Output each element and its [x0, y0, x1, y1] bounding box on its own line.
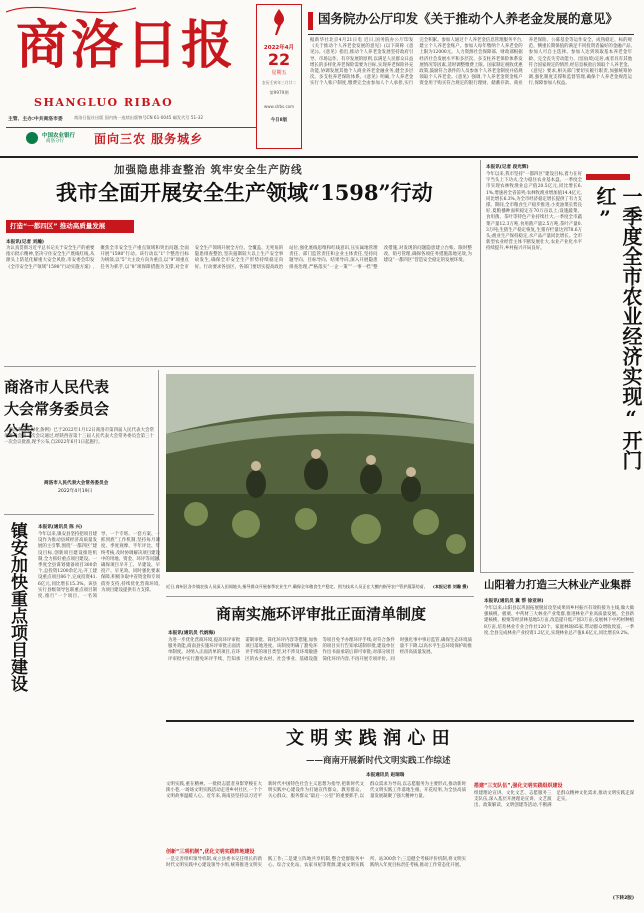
- paper-title-pinyin: SHANGLUO RIBAO: [34, 96, 174, 109]
- photo-caption-block: [166, 573, 474, 593]
- torch-icon: [267, 7, 291, 37]
- main-story-badge: 打造“一都四区” 推动高质量发展: [6, 220, 134, 233]
- website: www.slrbs.com: [264, 104, 294, 109]
- project-story: [4, 518, 164, 908]
- main-story-headline: 我市全面开展安全生产领域“1598”行动: [56, 180, 433, 205]
- mountain-story-headline: 山阳着力打造三大林业产业集群: [484, 579, 631, 591]
- notice-body: 《商洛市城市绿化条例》已于2022年1月12日商洛市第四届人民代表大会常务委员会第二次会议通过,经陕西省第十三届人民代表大会常务委员会第三十一次会议批准,现予公布,自2022年6月1日起施行。: [4, 428, 154, 446]
- bank-ad: [6, 127, 256, 149]
- date-day: 22: [267, 50, 291, 69]
- culture-story: [166, 724, 634, 910]
- culture-story-headline: 文 明 实 践 润 心 田: [286, 728, 450, 749]
- review-story-body: 为进一步优化营商环境,提高环评审批服务效能,商南县实施环评审批正面清单制度。对纳入正面清单的项目,在环评审批中实行豁免环评手续、告知承诺制审批、简化环评内容等措施,加快项目落地进度。该制度明确了豁免环评手续的项目类型,对不涉及环境敏感区的农业农村、社会事业、基础设施等项目免予办理环评手续;对符合条件的项目实行告知承诺制审批,建设单位作出书面承诺后即可审批;对部分项目简化环评内容,不再开展专项评价。同时强化事中事后监管,确保生态环境质量不下降,以高水平生态环境保护助推经济高质量发展。: [168, 638, 472, 662]
- agri-story: [484, 162, 643, 567]
- issue-number: 第9979期: [269, 90, 289, 95]
- notice-date: 2022年4月19日: [58, 489, 93, 494]
- top-story-body: 据新华社北京4月21日电 近日,国务院办公厅印发《关于推动个人养老金发展的意见》(以下简称《意见》)。《意见》指出,推动个人养老金发展坚持政府引导、市场运作、有序发展的原则,以满足人民群众日益增长的多样化养老保险需要为目标,实现养老保险补充功能,协调发展其他个人商业养老金融业务,健全多层次、多支柱养老保险体系。《意见》明确,个人养老金实行个人账户制度,缴费完全由参加人个人承担,实行完全积累。参加人通过个人养老金信息管理服务平台,建立个人养老金账户。参加人每年缴纳个人养老金的上限为12000元。人力资源社会保障部、财政部根据经济社会发展水平和多层次、多支柱养老保险体系发展情况等因素,适时调整缴费上限。国家制定税收优惠政策,鼓励符合条件的人员参加个人养老金制度并依规领取个人养老金。《意见》强调,个人养老金资金账户资金用于购买符合规定的银行理财、储蓄存款、商业养老保险、公募基金等运作安全、成熟稳定、标的规范、侧重长期保值的满足不同投资者偏好的金融产品,参加人可自主选择。参加人达到领取基本养老金年龄、完全丧失劳动能力、出国(境)定居,或者具有其他符合国家规定的情形,经信息核验后领取个人养老金。《意见》要求,相关部门要切实履行职责,加强统筹协调,强化制度支撑和监督管理,确保个人养老金规范运行,保障参加人权益。: [310, 38, 632, 87]
- farm-photo-image: [166, 374, 474, 572]
- bank-slogan: 面向三农 服务城乡: [94, 132, 204, 146]
- date-year-month: 2022年4月: [263, 45, 295, 51]
- agri-story-headline: 一季度全市农业经济实现“开门红”: [593, 186, 643, 470]
- culture-sub2-body: 组建理论宣讲、文化文艺、志愿服务三支队伍,深入基层开展理论宣讲、文艺演出、政策解读、文明创建等活动,不断满足群众精神文化需求,推动文明实践走深走实。: [474, 791, 634, 809]
- mountain-story: [484, 576, 634, 718]
- mountain-story-body: 今年以来,山阳县以巩固拓展脱贫攻坚成果同乡村振兴有效衔接为主线,做大做强核桃、板栗、中药材三大林业产业集群,推进林业产业高质量发展。全县新建核桃、板栗等经济林基地5万亩,改造提升低产园3万亩;发展林下中药材种植8万亩,培育林业专业合作社120个、家庭林场85家,带动群众增收致富。一季度,全县完成林业产业投资1.2亿元,实现林业总产值8.6亿元,同比增长9.2%。: [484, 606, 634, 636]
- masthead-info: 商洛日报社出版 国内统一连续出版物号CN 61-0045 邮发代号 51-32: [74, 115, 203, 120]
- culture-story-body: 文明实践,重在精神。一批批志愿者身影穿梭在大街小巷,一场场文明实践活动走进乡村社区,一个个文明故事温暖人心。近年来,商南县坚持以习近平新时代中国特色社会主义思想为指导,把新时代文明实践中心建设作为打通宣传群众、教育群众、关心群众、服务群众“最后一公里”的重要抓手,以群众需求为导向,以志愿服务为主要形式,推动新时代文明实践工作落地生根、开花结果,为全县高质量发展凝聚了强大精神力量。: [166, 782, 466, 800]
- culture-subhead-2: 搭建“三支队伍”,强化文明实践组织建设: [474, 783, 563, 789]
- notice-signature: 商洛市人民代表大会常务委员会: [44, 481, 109, 486]
- photo-credit: (本报记者 刘瀚 摄): [432, 584, 469, 589]
- culture-subsection-1: [166, 848, 466, 908]
- photo-caption: 近日,商州区各乡镇农技人员深入田间地头,指导群众开展春季农业生产,确保全年粮食生产稳定。图为技术人员正在大棚内指导农户管护蔬菜幼苗。: [166, 584, 428, 589]
- notice-headline: 商洛市人民代表大会常务委员会公告: [4, 378, 110, 440]
- main-story-kicker: 加强隐患排查整治 筑牢安全生产防线: [114, 164, 303, 176]
- masthead-sponsor: 主管、主办:中共商洛市委: [8, 117, 63, 122]
- notice: [4, 372, 154, 514]
- main-story-body: 为认真贯彻习近平总书记关于安全生产的重要指示批示精神,坚决守住安全生产底线红线,从源头上防范化解重大安全风险,市安委会印发《全市安全生产领域“1598”行动实施方案》,聚焦全市安全生产重点领域和突出问题,全面开展“1598”行动。该行动以“1”个整治目标为统领,以“5”大主攻方向为重点,以“9”项重点任务为抓手,以“8”项保障措施为支撑,对全市安全生产领域开展全方位、全覆盖、无死角的隐患排查整治,坚决遏制较大以上生产安全事故发生,确保全市安全生产形势持续稳定向好。行动要求各县区、各部门要切实提高政治站位,强化底线思维和红线意识,压实属地管理责任、部门监管责任和企业主体责任,坚持问题导向、目标导向、结果导向,深入开展隐患排查治理,严格落实“一企一策”“一事一档”整改措施,对发现的问题隐患建立台账、限时整改、销号管理,确保各项任务措施落地见效,为建设“一都四区”营造安全稳定的发展环境。: [6, 246, 472, 270]
- agri-story-byline: 本报讯(记者 段光辉): [486, 165, 529, 170]
- project-story-headline: 镇安加快重点项目建设: [7, 522, 27, 692]
- top-story: [308, 4, 634, 154]
- project-story-body: 今年以来,镇安县坚持把项目建设作为推动县域经济高质量发展的主引擎,围绕“一都四区”建设目标,创新项目建设推进机制,全力抓好重点项目建设。一季度全县谋划储备项目300余个,总投资1200余亿元;开工建设重点项目86个,完成投资41.6亿元,同比增长15.3%。该县实行县级领导包联重点项目制度,推行“一个项目、一名领导、一个专班、一套方案、一抓到底”工作机制,坚持每月调度、季度观摩、半年评比、年终考核,及时协调解决项目建设中的用地、资金、环评等问题,确保项目早开工、早建设、早投产、早见效。同时强化要素保障,积极争取中省资金和专项债券支持,持续优化营商环境,为项目建设提供有力支撑。: [38, 532, 160, 600]
- project-story-byline: 本报讯(通讯员 陈 兴): [38, 525, 83, 530]
- date-weekday: 星期五: [271, 70, 287, 76]
- bank-name: 中国农业银行: [42, 133, 76, 139]
- news-photo: [166, 374, 474, 572]
- date-box: [256, 4, 302, 149]
- review-story-headline: 商南实施环评审批正面清单制度: [216, 605, 427, 623]
- date-lunar: 农历壬寅年三月廿二: [261, 80, 297, 85]
- bank-branch: 商洛分行: [46, 139, 64, 144]
- agri-story-marker: [586, 174, 630, 180]
- masthead: [6, 4, 256, 154]
- mountain-story-byline: 本报讯(通讯员 冀 帮 徐亚林): [484, 599, 544, 604]
- paper-title: 商洛日报: [16, 15, 237, 76]
- culture-story-byline: 本报通讯员 赵瑞瑞: [366, 773, 405, 778]
- review-story: [166, 600, 474, 718]
- culture-continued: (下转2版): [612, 896, 634, 901]
- culture-subhead-1: 创新“三项机制”,优化文明实践阵地建设: [166, 849, 255, 855]
- agri-story-body: 今年以来,我市坚持“一都四区”建设目标,着力在好字当头上下功夫,全力稳住农业基本盘。一季度全市实现农林牧渔业总产值20.5亿元,同比增长6.1%,增速居全省前列;农林牧渔业增加值14.4亿元,同比增长6.3%,为全市经济稳定增长提供了有力支撑。期间,全市粮食生产稳步推进,小麦油菜长势良好,夏粮播种面积稳定在70万亩以上;设施蔬菜、食用菌、茶叶等特色产业持续壮大,一季度全市蔬菜产量12.3万吨,食用菌产量2.5万吨,茶叶产量0.3万吨;生猪生产稳定恢复,生猪存栏量达到78.6万头;渔业生产保持稳定,水产品产量同比增长。全市新型农业经营主体不断发展壮大,农业产业化水平持续提升,乡村振兴开局良好。: [486, 172, 582, 252]
- top-story-marker: [308, 12, 313, 30]
- bank-logo-icon: [26, 132, 38, 144]
- top-story-headline: 国务院办公厅印发《关于推动个人养老金发展的意见》: [318, 11, 619, 26]
- main-story-byline: 本报讯(记者 刘瀚): [6, 240, 44, 245]
- main-story: [4, 162, 474, 362]
- review-story-byline: 本报讯(通讯员 代炳海): [168, 631, 216, 636]
- culture-story-subhead: ——商南开展新时代文明实践工作综述: [306, 756, 451, 766]
- culture-sub1-body: 一是完善组织领导机制,成立县委书记任组长的新时代文明实践中心建设领导小组,统筹推进文明实践工作;二是建立阵地共享机制,整合党群服务中心、综合文化站、农家书屋等资源,建成文明实践所、站300余个;三是健全考核评价机制,将文明实践纳入年度目标责任考核,推动工作常态化开展。: [166, 857, 466, 869]
- issue-pages: 今日8版: [270, 118, 288, 123]
- culture-subsection-2: [474, 782, 634, 908]
